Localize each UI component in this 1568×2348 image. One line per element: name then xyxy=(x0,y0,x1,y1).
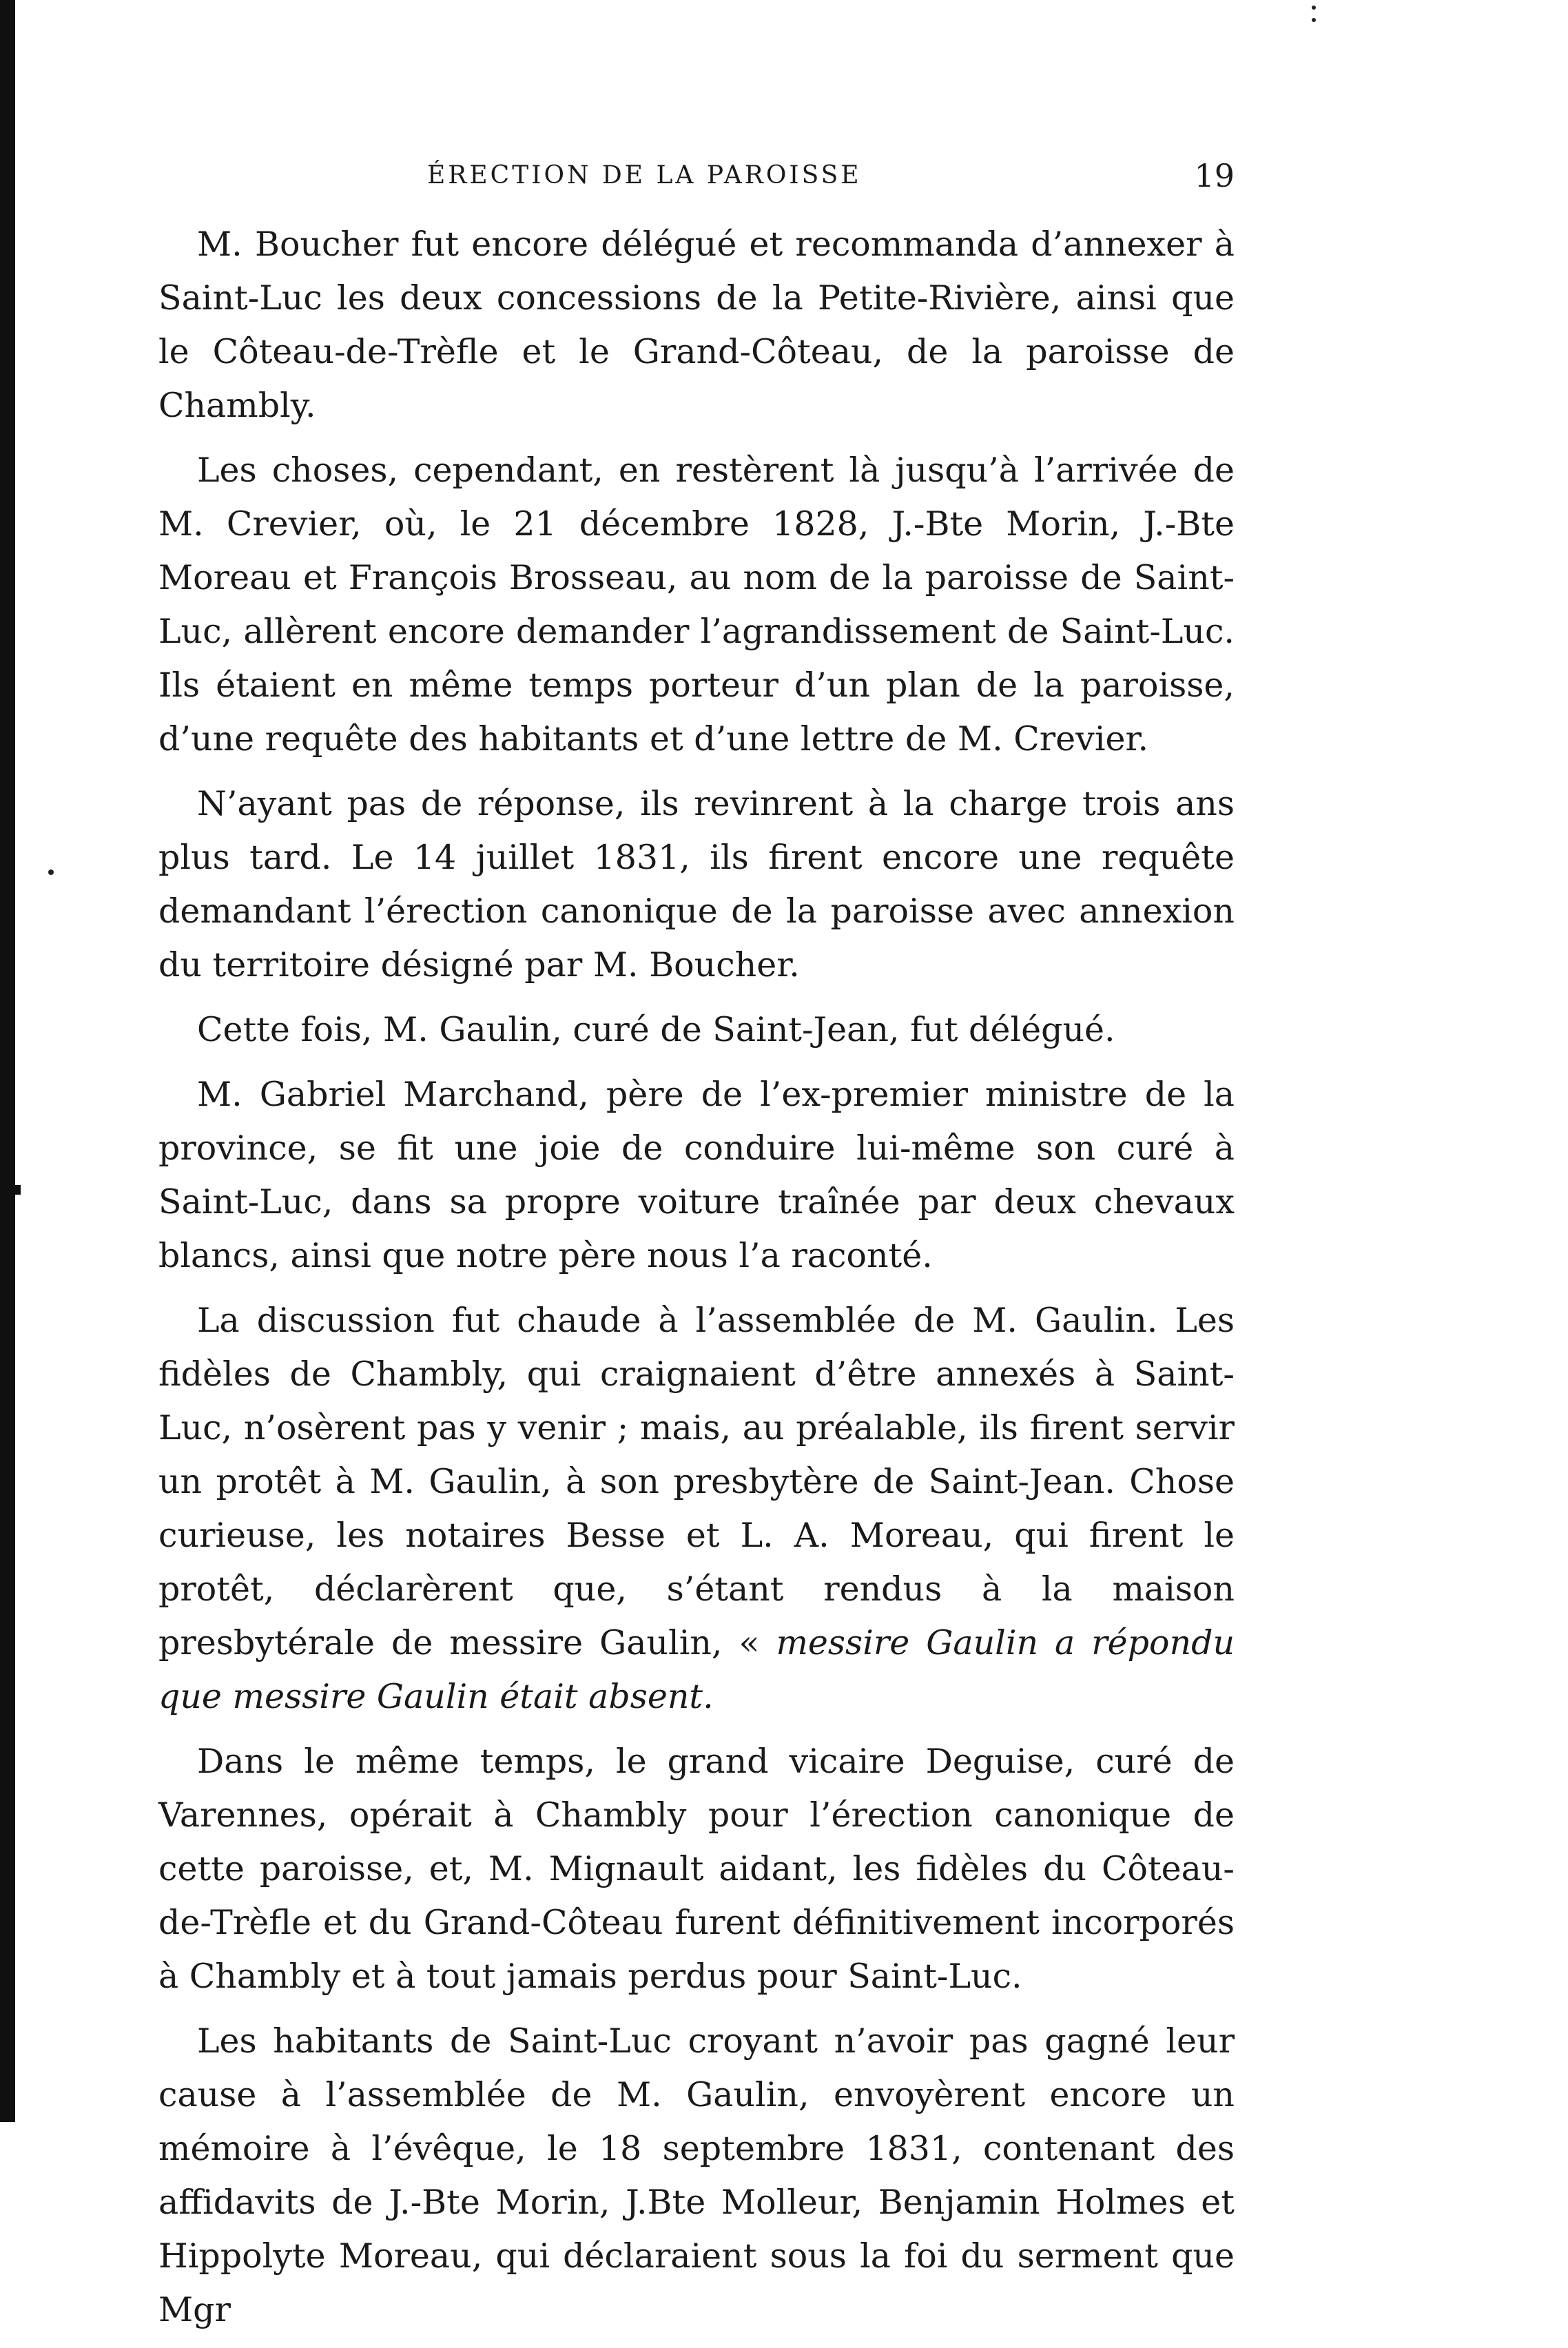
scan-edge-bar xyxy=(0,0,15,2122)
page-number: 19 xyxy=(1194,157,1235,194)
paragraph: Les habitants de Saint-Luc croyant n’avoir pas gagné leur cause à l’assemblée de M. Gaulin, envoyèrent encore un mémoire à l’évêque, le 18 septembre 1831, contenant des affidavits de J.-Bte Morin, J.Bte Molleur, Benjamin Holmes et Hippolyte Moreau, qui déclaraient sous la foi du serment que Mgr xyxy=(158,2021,1235,2329)
paragraph: M. Gabriel Marchand, père de l’ex-premier ministre de la province, se fit une joie de conduire lui-même son curé à Saint-Luc, dans sa propre voiture traînée par deux chevaux blancs, ainsi que notre père nous l’a raconté. xyxy=(158,1075,1235,1275)
paragraph: Dans le même temps, le grand vicaire Deguise, curé de Varennes, opérait à Chambly pour l’érection canonique de cette paroisse, et, M. Mignault aidant, les fidèles du Côteau-de-Trèfle et du Grand-Côteau furent définitivement incorporés à Chambly et à tout jamais perdus pour Saint-Luc. xyxy=(158,1742,1235,1996)
scan-speck xyxy=(48,869,54,875)
paragraph: M. Boucher fut encore délégué et recommanda d’annexer à Saint-Luc les deux concessions de la Petite-Rivière, ainsi que le Côteau-de-Trèfle et le Grand-Côteau, de la paroisse de Chambly. xyxy=(158,225,1235,425)
paragraph-text: La discussion fut chaude à l’assemblée de M. Gaulin. Les fidèles de Chambly, qui craignaient d’être annexés à Saint-Luc, n’osèrent pas y venir ; mais, au préalable, ils firent servir un protêt à M. Gaulin, à son presbytère de Saint-Jean. Chose curieuse, les notaires Besse et L. A. Moreau, qui firent le protêt, déclarèrent que, s’étant rendus à la maison presbytérale de messire Gaulin, « xyxy=(158,1301,1235,1662)
paragraph: Les choses, cependant, en restèrent là jusqu’à l’arrivée de M. Crevier, où, le 21 décembre 1828, J.-Bte Morin, J.-Bte Moreau et François Brosseau, au nom de la paroisse de Saint-Luc, allèrent encore demander l’agrandissement de Saint-Luc. Ils étaient en même temps porteur d’un plan de la paroisse, d’une requête des habitants et d’une lettre de M. Crevier. xyxy=(158,451,1235,759)
running-head xyxy=(158,157,1235,205)
running-title: ÉRECTION DE LA PAROISSE xyxy=(427,161,862,189)
scan-speck xyxy=(1312,6,1316,10)
scan-edge-notch xyxy=(15,1185,21,1195)
paragraph: Cette fois, M. Gaulin, curé de Saint-Jean, fut délégué. xyxy=(197,1010,1115,1049)
paragraph: N’ayant pas de réponse, ils revinrent à la charge trois ans plus tard. Le 14 juillet 1831, ils firent encore une requête demandant l’érection canonique de la paroisse avec annexion du territoire désigné par M. Boucher. xyxy=(158,784,1235,985)
paragraph-with-quote xyxy=(158,1294,1235,1724)
scan-speck xyxy=(1312,18,1316,22)
italic-quote: messire Gaulin a répondu que messire Gaulin était absent. xyxy=(158,1623,1235,1716)
book-page xyxy=(158,157,1235,2348)
